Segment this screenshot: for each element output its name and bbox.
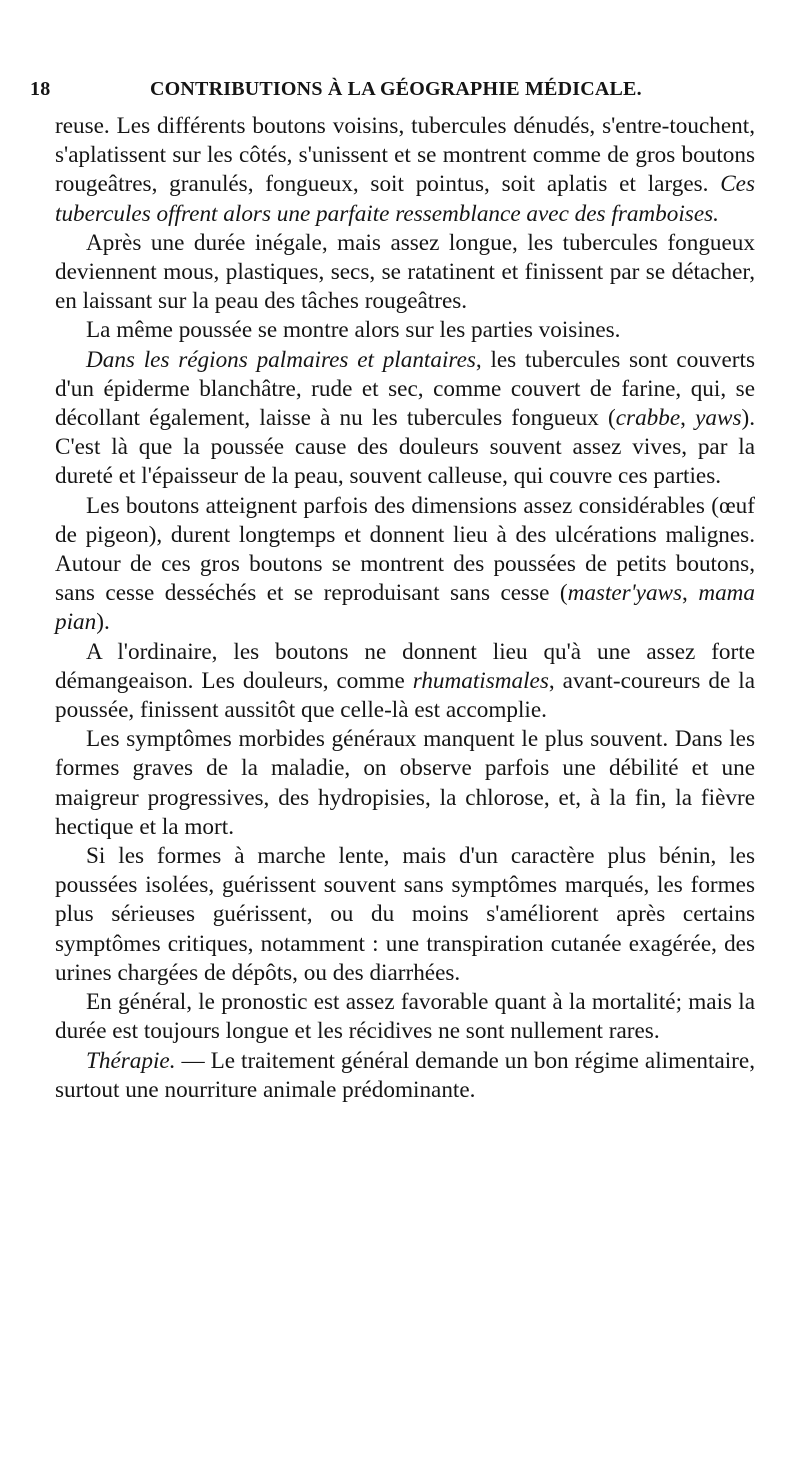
text-run: ). C'est là que la poussée cause des douleurs souvent assez vives, par la dureté et l'épaisseur de la peau, souvent calleuse, qui couvre ces parties.: [55, 405, 756, 490]
paragraph: [55, 112, 755, 229]
text-run: — Le traitement général demande un bon régime alimentaire, surtout une nourriture animale prédominante.: [55, 1047, 755, 1103]
text-run: En général, le pronostic est assez favorable quant à la mortalité; mais la durée est toujours longue et les récidives ne sont nullement rares.: [55, 989, 755, 1045]
paragraph: [55, 638, 755, 726]
italic-run: crabbe: [615, 405, 681, 432]
italic-run: Ces tubercules offrent alors une parfaite ressemblance avec des framboises.: [55, 171, 755, 227]
paragraph: [55, 492, 755, 638]
page-number: 18: [30, 78, 51, 100]
italic-run: Thérapie.: [86, 1047, 176, 1074]
italic-run: yaws: [695, 405, 742, 432]
text-run: ,: [682, 580, 699, 607]
paragraph: [55, 1047, 755, 1105]
text-run: reuse. Les différents boutons voisins, tubercules dénudés, s'entre-touchent, s'aplatissent sur les côtés, s'unissent et se montrent comme de gros boutons rougeâtres, granulés, fongueux, soit pointus, soit aplatis et larges.: [55, 113, 755, 198]
book-page: [30, 78, 756, 1105]
text-run: Si les formes à marche lente, mais d'un caractère plus bénin, les poussées isolées, guérissent souvent sans symptômes marqués, les formes plus sérieuses guérissent, ou du moins s'améliorent après certains symptômes critiques, notamment : une transpiration cutanée exagérée, des urines chargées de dépôts, ou des diarrhées.: [55, 843, 755, 986]
text-run: , les tubercules sont couverts d'un épiderme blanchâtre, rude et sec, comme couvert de farine, qui, se décollant également, laisse à nu les tubercules fongueux (: [55, 346, 755, 432]
text-run: A l'ordinaire, les boutons ne donnent lieu qu'à une assez forte démangeaison. Les douleurs, comme: [55, 638, 755, 694]
text-run: Après une durée inégale, mais assez longue, les tubercules fongueux deviennent mous, plastiques, secs, se ratatinent et finissent par se détacher, en laissant sur la peau des tâches rougeâtres.: [55, 229, 755, 315]
paragraph: [55, 316, 755, 345]
italic-run: rhumatismales: [412, 667, 549, 694]
paragraph: [55, 346, 755, 492]
italic-run: Dans les régions palmaires et plantaires: [86, 346, 476, 373]
italic-run: mama pian: [55, 580, 756, 636]
text-run: Les boutons atteignent parfois des dimensions assez considérables (œuf de pigeon), durent longtemps et donnent lieu à des ulcérations malignes. Autour de ces gros boutons se montrent des poussées de petits boutons, sans cesse desséchés et se reproduisant sans cesse (: [55, 492, 755, 607]
paragraph: [55, 229, 755, 317]
paragraph: [55, 842, 755, 988]
paragraph: [55, 988, 755, 1046]
text-run: ,: [680, 405, 696, 432]
text-run: ).: [96, 609, 110, 636]
body-text: [55, 112, 755, 1105]
running-title: CONTRIBUTIONS À LA GÉOGRAPHIE MÉDICALE.: [150, 78, 642, 100]
paragraph: [55, 725, 755, 842]
text-run: Les symptômes morbides généraux manquent le plus souvent. Dans les formes graves de la maladie, on observe parfois une débilité et une maigreur progressives, des hydropisies, la chlorose, et, à la fin, la fièvre hectique et la mort.: [55, 726, 755, 840]
text-run: , avant-coureurs de la poussée, finissent aussitôt que celle-là est accomplie.: [55, 667, 755, 724]
text-run: La même poussée se montre alors sur les parties voisines.: [86, 317, 621, 344]
running-header: [30, 78, 755, 108]
italic-run: master'yaws: [567, 580, 683, 607]
